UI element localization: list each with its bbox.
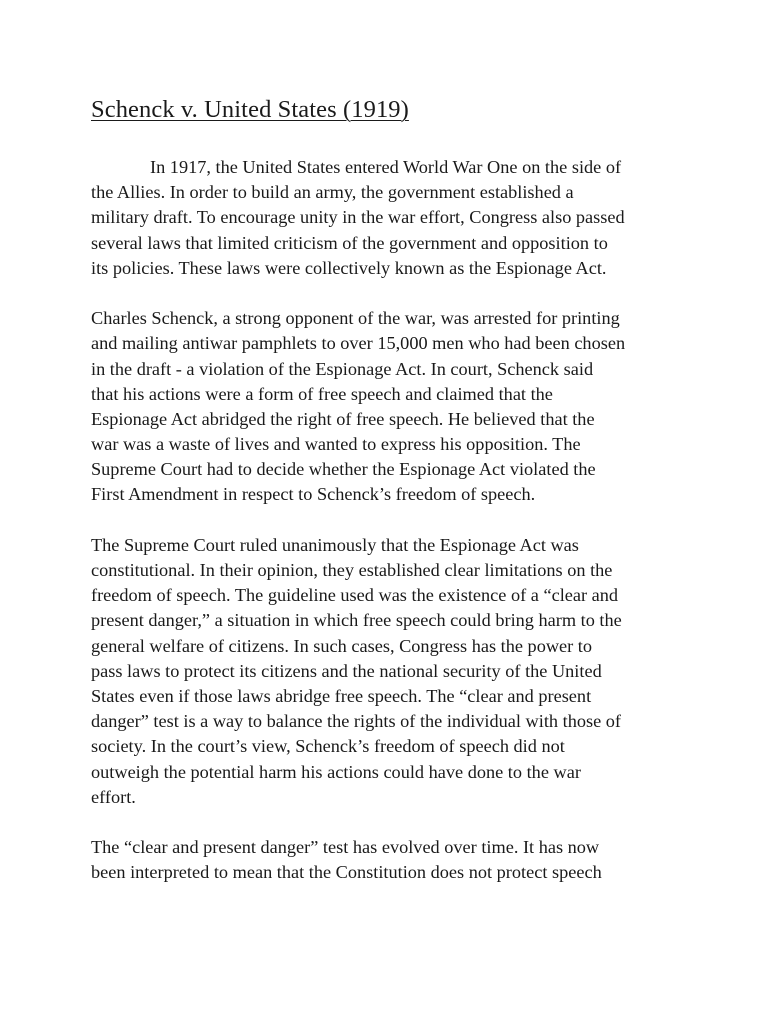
paragraph-3-line-8: danger” test is a way to balance the rights of the individual with those of (91, 711, 622, 732)
paragraph-1 (91, 155, 691, 281)
paragraph-2-line-1: Charles Schenck, a strong opponent of the war, was arrested for printing (91, 308, 620, 329)
paragraph-2-line-6: war was a waste of lives and wanted to express his opposition. The (91, 434, 581, 455)
paragraph-1-line-1: In 1917, the United States entered World War One on the side of (150, 157, 622, 177)
paragraph-1-line-2: the Allies. In order to build an army, the government established a (91, 182, 574, 203)
paragraph-2-line-8: First Amendment in respect to Schenck’s freedom of speech. (91, 484, 536, 505)
paragraph-1-line-3: military draft. To encourage unity in the war effort, Congress also passed (91, 207, 625, 228)
paragraph-2-line-4: that his actions were a form of free speech and claimed that the (91, 383, 553, 404)
paragraph-1-line-5: its policies. These laws were collectively known as the Espionage Act. (91, 257, 607, 278)
paragraph-1-line-4: several laws that limited criticism of the government and opposition to (91, 232, 608, 253)
paragraph-3-line-6: pass laws to protect its citizens and the national security of the United (91, 660, 602, 681)
paragraph-3 (91, 533, 691, 810)
paragraph-2-line-3: in the draft - a violation of the Espionage Act. In court, Schenck said (91, 358, 594, 379)
paragraph-2-line-7: Supreme Court had to decide whether the Espionage Act violated the (91, 459, 596, 480)
paragraph-3-line-2: constitutional. In their opinion, they established clear limitations on the (91, 560, 613, 580)
paragraph-2-line-2: and mailing antiwar pamphlets to over 15,000 men who had been chosen (91, 333, 626, 354)
paragraph-3-line-10: outweigh the potential harm his actions could have done to the war (91, 761, 581, 782)
paragraph-4-line-2: been interpreted to mean that the Constitution does not protect speech (91, 862, 602, 883)
paragraph-4-line-1: The “clear and present danger” test has evolved over time. It has now (91, 837, 600, 858)
paragraph-3-line-11: effort. (91, 786, 136, 807)
document-title: Schenck v. United States (1919) (91, 96, 409, 123)
paragraph-3-line-5: general welfare of citizens. In such cases, Congress has the power to (91, 635, 593, 656)
paragraph-3-line-7: States even if those laws abridge free speech. The “clear and present (91, 685, 592, 706)
document-body (91, 155, 691, 885)
paragraph-spacer (91, 281, 691, 306)
paragraph-3-line-1: The Supreme Court ruled unanimously that the Espionage Act was (91, 534, 579, 555)
paragraph-4 (91, 835, 691, 885)
paragraph-2 (91, 306, 691, 508)
paragraph-3-line-9: society. In the court’s view, Schenck’s freedom of speech did not (91, 736, 565, 757)
paragraph-2-line-5: Espionage Act abridged the right of free speech. He believed that the (91, 408, 595, 429)
paragraph-spacer (91, 810, 691, 835)
paragraph-3-line-4: present danger,” a situation in which free speech could bring harm to the (91, 610, 622, 631)
paragraph-spacer (91, 508, 691, 533)
paragraph-3-line-3: freedom of speech. The guideline used was the existence of a “clear and (91, 585, 619, 606)
